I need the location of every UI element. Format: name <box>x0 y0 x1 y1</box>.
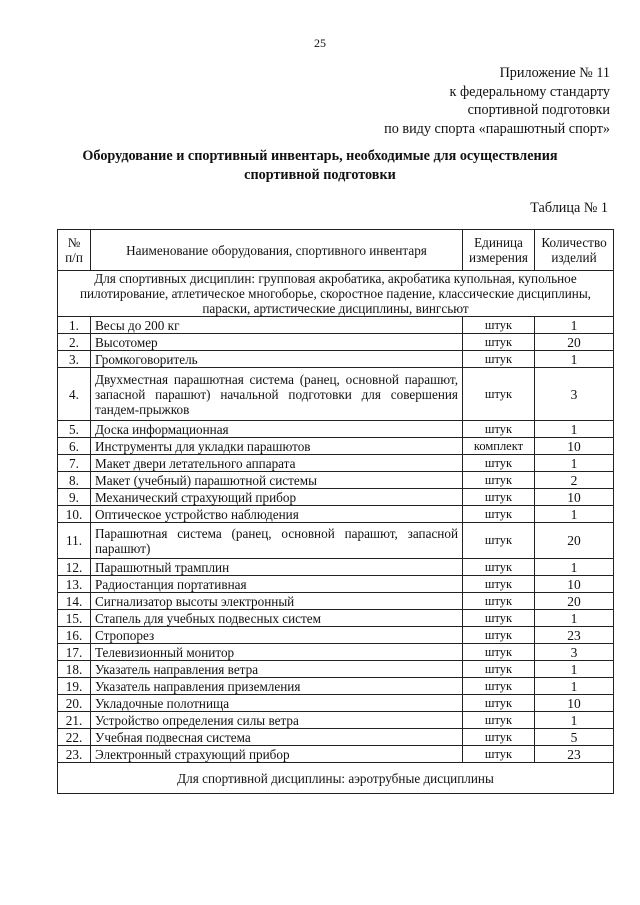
table-row <box>58 317 614 334</box>
table-row <box>58 644 614 661</box>
row-unit: штук <box>463 746 535 763</box>
table-row <box>58 695 614 712</box>
row-name: Весы до 200 кг <box>91 317 463 334</box>
row-name: Макет (учебный) парашютной системы <box>91 472 463 489</box>
row-name: Механический страхующий прибор <box>91 489 463 506</box>
row-name: Громкоговоритель <box>91 351 463 368</box>
table-row <box>58 746 614 763</box>
row-name: Указатель направления ветра <box>91 661 463 678</box>
row-unit: штук <box>463 712 535 729</box>
row-quantity: 5 <box>535 729 614 746</box>
row-quantity: 1 <box>535 661 614 678</box>
row-unit: штук <box>463 627 535 644</box>
row-quantity: 1 <box>535 506 614 523</box>
row-unit: штук <box>463 729 535 746</box>
section-footer-row <box>58 763 614 794</box>
row-quantity: 10 <box>535 489 614 506</box>
equipment-table <box>57 229 614 794</box>
row-name: Парашютный трамплин <box>91 559 463 576</box>
row-number: 3. <box>58 351 91 368</box>
row-unit: штук <box>463 472 535 489</box>
row-name: Парашютная система (ранец, основной парашют, запасной парашют) <box>91 523 463 559</box>
page-number: 25 <box>314 36 326 50</box>
row-quantity: 10 <box>535 576 614 593</box>
row-unit: штук <box>463 506 535 523</box>
row-unit: штук <box>463 695 535 712</box>
header-name: Наименование оборудования, спортивного инвентаря <box>91 230 463 271</box>
appendix-line-1: Приложение № 11 <box>499 65 610 81</box>
row-number: 7. <box>58 455 91 472</box>
section-header-row <box>58 271 614 317</box>
row-quantity: 1 <box>535 678 614 695</box>
row-number: 2. <box>58 334 91 351</box>
table-row <box>58 678 614 695</box>
row-name: Укладочные полотнища <box>91 695 463 712</box>
header-unit: Единица измерения <box>463 230 535 271</box>
row-name: Устройство определения силы ветра <box>91 712 463 729</box>
row-number: 12. <box>58 559 91 576</box>
row-unit: штук <box>463 334 535 351</box>
row-quantity: 10 <box>535 438 614 455</box>
table-row <box>58 472 614 489</box>
document-title-line-1: Оборудование и спортивный инвентарь, необходимые для осуществления <box>82 148 558 164</box>
table-row <box>58 421 614 438</box>
row-quantity: 1 <box>535 712 614 729</box>
header-quantity: Количество изделий <box>535 230 614 271</box>
row-number: 10. <box>58 506 91 523</box>
row-quantity: 3 <box>535 644 614 661</box>
section-header: Для спортивных дисциплин: групповая акробатика, акробатика купольная, купольное пилотирование, атлетическое многоборье, скоростное падение, классические дисциплины, параски, артистические дисциплины, вингсьют <box>58 271 614 317</box>
table-row <box>58 712 614 729</box>
row-unit: штук <box>463 661 535 678</box>
row-name: Учебная подвесная система <box>91 729 463 746</box>
row-number: 19. <box>58 678 91 695</box>
row-unit: штук <box>463 644 535 661</box>
document-title <box>40 147 600 185</box>
row-name: Доска информационная <box>91 421 463 438</box>
row-quantity: 20 <box>535 523 614 559</box>
row-number: 22. <box>58 729 91 746</box>
table-label: Таблица № 1 <box>530 200 608 216</box>
row-unit: штук <box>463 523 535 559</box>
row-number: 14. <box>58 593 91 610</box>
row-name: Инструменты для укладки парашютов <box>91 438 463 455</box>
row-number: 8. <box>58 472 91 489</box>
row-quantity: 20 <box>535 334 614 351</box>
appendix-line-4: по виду спорта «парашютный спорт» <box>384 120 610 137</box>
row-number: 15. <box>58 610 91 627</box>
row-unit: штук <box>463 317 535 334</box>
appendix-line-3: спортивной подготовки <box>467 102 610 118</box>
table-row <box>58 593 614 610</box>
row-quantity: 20 <box>535 593 614 610</box>
row-name: Высотомер <box>91 334 463 351</box>
header-number: № п/п <box>58 230 91 271</box>
table-row <box>58 455 614 472</box>
table-row <box>58 368 614 421</box>
row-number: 18. <box>58 661 91 678</box>
footer-section: Для спортивной дисциплины: аэротрубные дисциплины <box>58 763 614 794</box>
row-name: Сигнализатор высоты электронный <box>91 593 463 610</box>
row-number: 13. <box>58 576 91 593</box>
table-row <box>58 489 614 506</box>
row-quantity: 1 <box>535 421 614 438</box>
row-quantity: 1 <box>535 559 614 576</box>
row-name: Указатель направления приземления <box>91 678 463 695</box>
table-row <box>58 661 614 678</box>
row-quantity: 3 <box>535 368 614 421</box>
row-unit: комплект <box>463 438 535 455</box>
row-number: 11. <box>58 523 91 559</box>
table-row <box>58 610 614 627</box>
row-unit: штук <box>463 455 535 472</box>
row-name: Телевизионный монитор <box>91 644 463 661</box>
document-title-line-2: спортивной подготовки <box>244 167 396 183</box>
row-number: 1. <box>58 317 91 334</box>
row-unit: штук <box>463 559 535 576</box>
row-name: Двухместная парашютная система (ранец, основной парашют, запасной парашют) начальной подготовки для совершения тандем-прыжков <box>91 368 463 421</box>
row-quantity: 1 <box>535 317 614 334</box>
row-unit: штук <box>463 421 535 438</box>
appendix-reference <box>384 64 610 138</box>
table-row <box>58 729 614 746</box>
table-header-row <box>58 230 614 271</box>
row-quantity: 2 <box>535 472 614 489</box>
table-row <box>58 438 614 455</box>
row-number: 23. <box>58 746 91 763</box>
row-quantity: 1 <box>535 351 614 368</box>
row-number: 9. <box>58 489 91 506</box>
table-row <box>58 506 614 523</box>
row-name: Оптическое устройство наблюдения <box>91 506 463 523</box>
table-row <box>58 351 614 368</box>
row-unit: штук <box>463 576 535 593</box>
row-unit: штук <box>463 351 535 368</box>
row-quantity: 23 <box>535 746 614 763</box>
row-number: 20. <box>58 695 91 712</box>
row-name: Радиостанция портативная <box>91 576 463 593</box>
row-number: 21. <box>58 712 91 729</box>
row-number: 4. <box>58 368 91 421</box>
row-number: 16. <box>58 627 91 644</box>
table-row <box>58 627 614 644</box>
row-name: Стапель для учебных подвесных систем <box>91 610 463 627</box>
row-unit: штук <box>463 678 535 695</box>
table-row <box>58 334 614 351</box>
row-unit: штук <box>463 610 535 627</box>
table-row <box>58 559 614 576</box>
table-row <box>58 523 614 559</box>
row-name: Макет двери летательного аппарата <box>91 455 463 472</box>
row-number: 6. <box>58 438 91 455</box>
row-unit: штук <box>463 593 535 610</box>
row-name: Стропорез <box>91 627 463 644</box>
row-quantity: 1 <box>535 455 614 472</box>
row-quantity: 10 <box>535 695 614 712</box>
appendix-line-2: к федеральному стандарту <box>449 83 610 100</box>
row-number: 5. <box>58 421 91 438</box>
row-quantity: 23 <box>535 627 614 644</box>
row-unit: штук <box>463 368 535 421</box>
table-row <box>58 576 614 593</box>
row-name: Электронный страхующий прибор <box>91 746 463 763</box>
row-unit: штук <box>463 489 535 506</box>
row-number: 17. <box>58 644 91 661</box>
row-quantity: 1 <box>535 610 614 627</box>
